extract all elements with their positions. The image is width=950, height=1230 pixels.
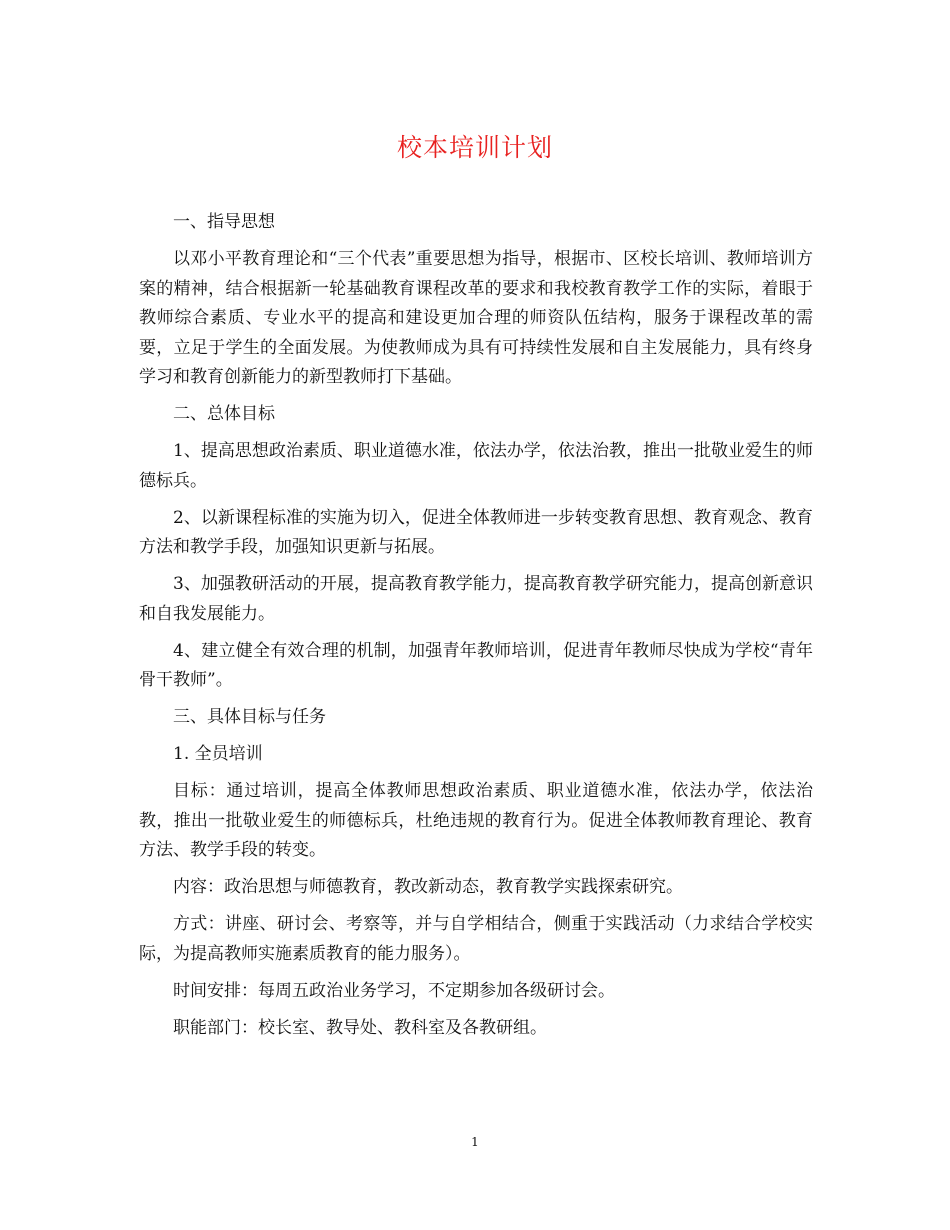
heading-guiding-ideology: 一、指导思想 [173, 212, 275, 232]
paragraph-guiding-ideology: 以邓小平教育理论和“三个代表”重要思想为指导，根据市、区校长培训、教师培训方案的精神，结合根据新一轮基础教育课程改革的要求和我校教育教学工作的实际，着眼于教师综合素质、专业水平的提高和建设更加合理的师资队伍结构，服务于课程改革的需要，立足于学生的全面发展。为使教师成为具有可持续性发展和自主发展能力，具有终身学习和教育创新能力的新型教师打下基础。 [139, 249, 813, 387]
paragraph-goal-2: 2、以新课程标准的实施为切入，促进全体教师进一步转变教育思想、教育观念、教育方法和教学手段，加强知识更新与拓展。 [139, 507, 813, 557]
paragraph-responsible-departments: 职能部门：校长室、教导处、教科室及各教研组。 [173, 1017, 547, 1038]
paragraph-goal-4: 4、建立健全有效合理的机制，加强青年教师培训，促进青年教师尽快成为学校“青年骨干教师”。 [139, 640, 813, 690]
paragraph-goal-1: 1、提高思想政治素质、职业道德水准，依法办学，依法治教，推出一批敬业爱生的师德标兵。 [139, 441, 813, 491]
document-body [139, 208, 813, 1051]
heading-specific-goals: 三、具体目标与任务 [173, 707, 326, 727]
heading-overall-goals: 二、总体目标 [173, 404, 275, 424]
paragraph-training-content: 内容：政治思想与师德教育，教改新动态，教育教学实践探索研究。 [173, 877, 683, 897]
paragraph-training-target: 目标：通过培训，提高全体教师思想政治素质、职业道德水准，依法办学，依法治教，推出一批敬业爱生的师德标兵，杜绝违规的教育行为。促进全体教师教育理论、教育方法、教学手段的转变。 [139, 781, 813, 860]
paragraph-training-method: 方式：讲座、研讨会、考察等，并与自学相结合，侧重于实践活动（力求结合学校实际，为提高教师实施素质教育的能力服务）。 [139, 914, 813, 964]
paragraph-training-schedule: 时间安排：每周五政治业务学习，不定期参加各级研讨会。 [173, 980, 615, 1001]
paragraph-goal-3: 3、加强教研活动的开展，提高教育教学能力，提高教育教学研究能力，提高创新意识和自我发展能力。 [139, 574, 813, 624]
document-title: 校本培训计划 [396, 133, 553, 162]
subheading-full-staff-training: 1. 全员培训 [173, 744, 263, 764]
page-number: 1 [471, 1135, 479, 1149]
